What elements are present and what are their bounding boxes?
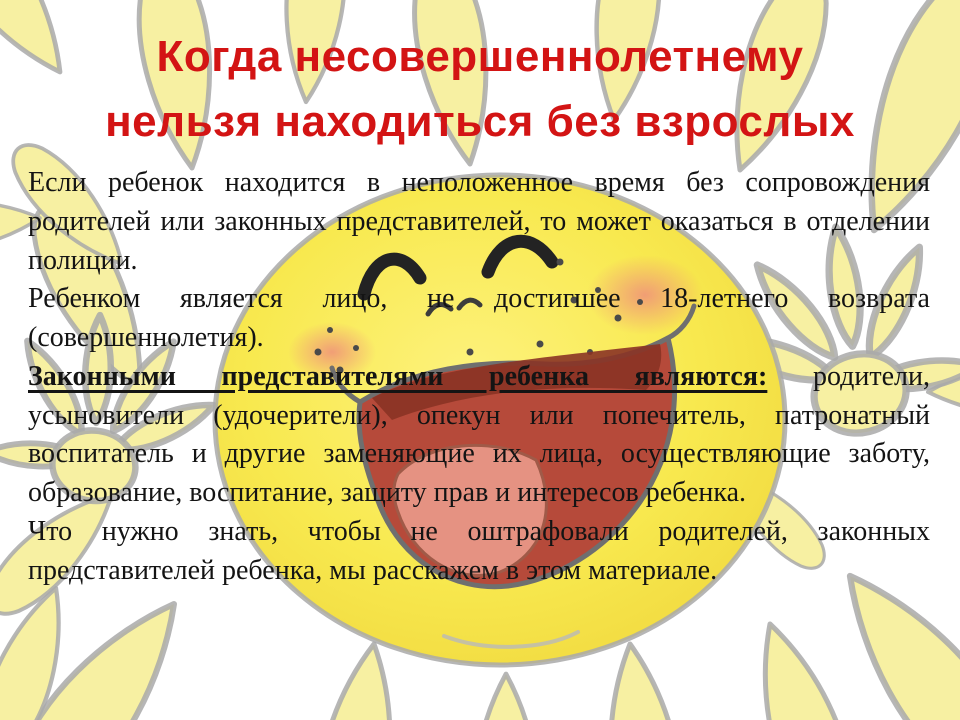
slide-title	[0, 0, 960, 154]
sun-ray	[309, 639, 407, 720]
body-paragraph-rest: родители, усыновители (удочерители), опекун или попечитель, патронатный воспитатель и другие заменяющие их лица, осуществляющие заботу, образование, воспитание, защиту прав и интересов ребенка.	[28, 360, 930, 508]
body-paragraph-lead: Законными представителями ребенка являются:	[28, 360, 768, 392]
body-paragraph: Если ребенок находится в неположенное время без сопровождения родителей или законных представителей, то может оказаться в отделении полиции.	[28, 167, 930, 276]
body-paragraph: Ребенком является лицо, не достигшее 18-летнего возврата (совершеннолетия).	[28, 283, 930, 353]
slide-body	[0, 164, 960, 590]
title-line-2: нельзя находиться без взрослых	[105, 97, 855, 146]
sun-ray	[474, 674, 537, 720]
title-line-1: Когда несовершеннолетнему	[156, 32, 804, 81]
body-paragraph	[28, 358, 930, 513]
sun-ray	[738, 614, 865, 720]
sun-ray	[597, 640, 688, 720]
body-paragraph: Что нужно знать, чтобы не оштрафовали родителей, законных представителей ребенка, мы расскажем в этом материале.	[28, 515, 930, 586]
